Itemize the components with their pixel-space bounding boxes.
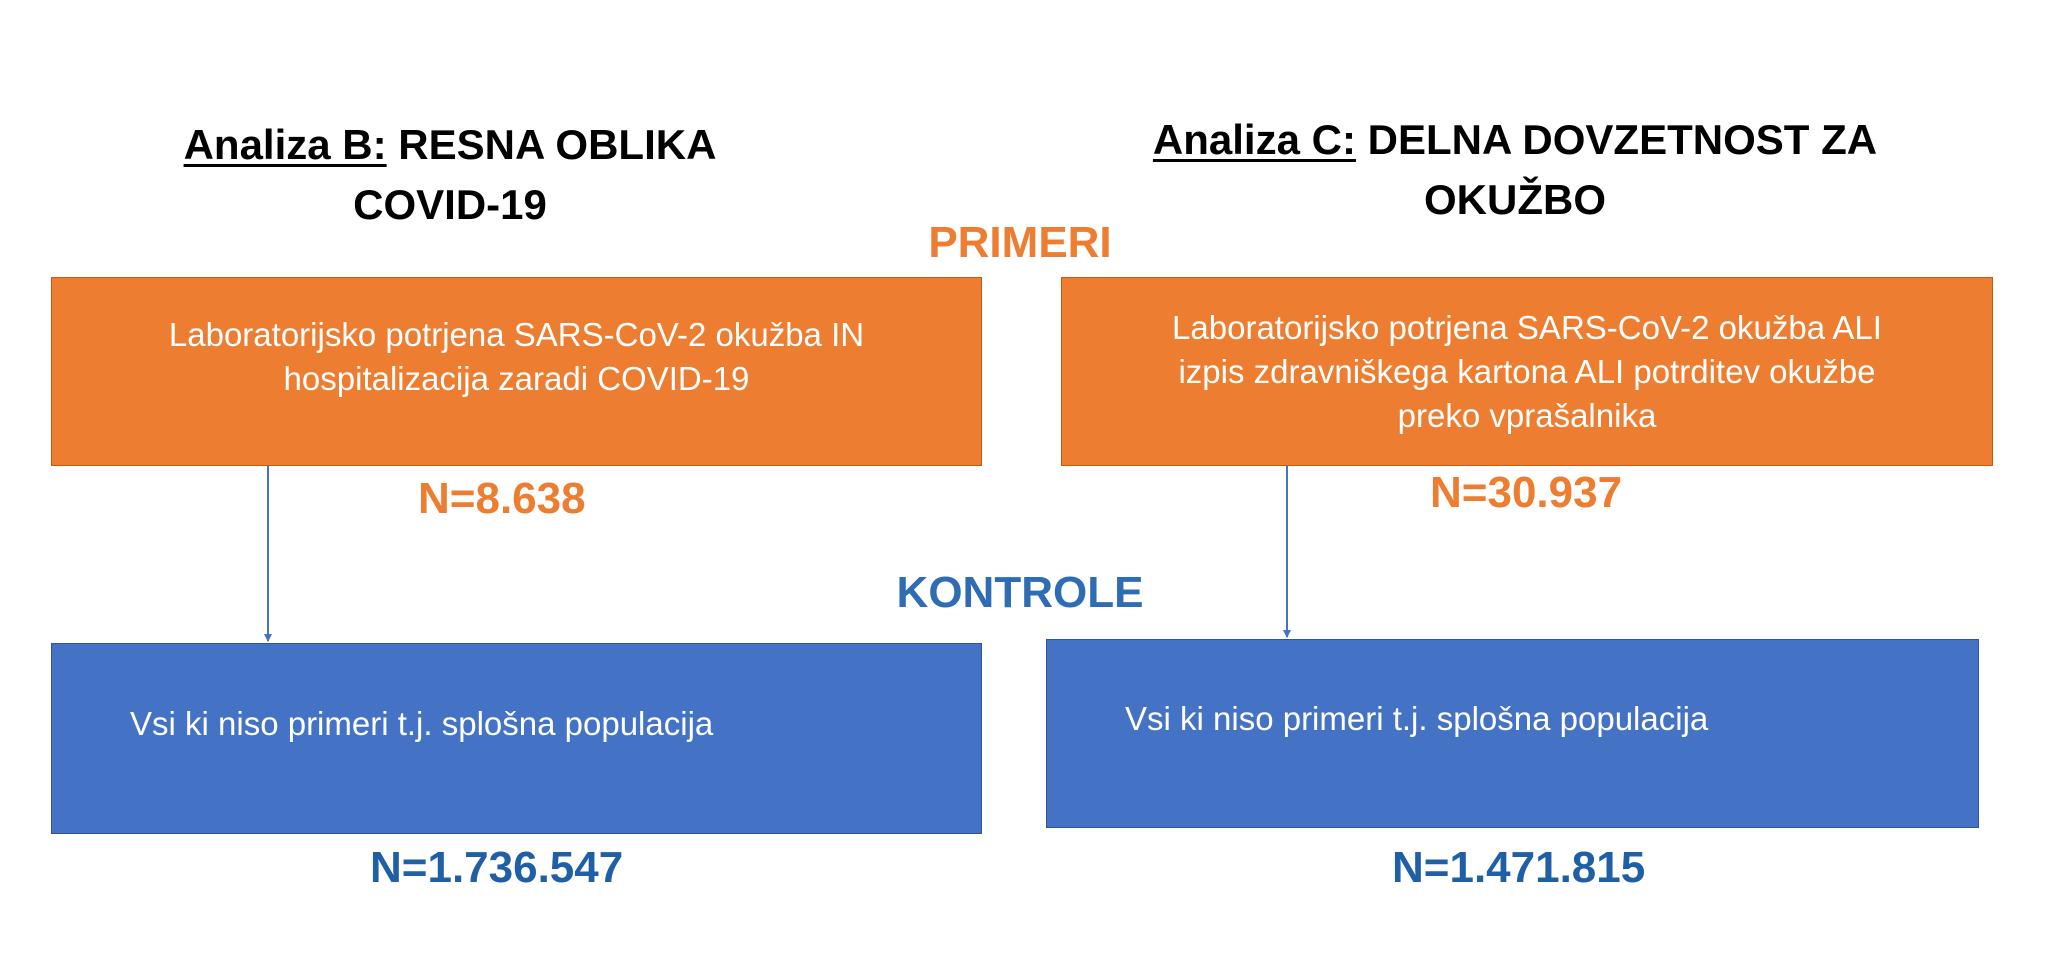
analysis-c-label: Analiza C:	[1152, 116, 1356, 163]
analysis-b-heading-line1	[110, 115, 790, 175]
analysis-c-title-line2: OKUŽBO	[1424, 176, 1606, 223]
analysis-c-case-count: N=30.937	[1430, 468, 1623, 517]
analysis-c-case-line3: preko vprašalnika	[1397, 396, 1657, 434]
analysis-c-case-line2: izpis zdravniškega kartona ALI potrditev okužbe	[1178, 352, 1876, 390]
analysis-b-control-count: N=1.736.547	[370, 843, 624, 892]
analysis-b-case-line1: Laboratorijsko potrjena SARS-CoV-2 okužba IN	[168, 315, 865, 353]
analysis-b-case-count: N=8.638	[418, 474, 586, 523]
analysis-b-control-box	[51, 643, 982, 834]
analysis-c-heading-line1	[1040, 110, 1990, 170]
analysis-c-heading	[1040, 110, 1990, 230]
analysis-b-control-box-text: Vsi ki niso primeri t.j. splošna populacija	[130, 704, 714, 742]
analysis-c-control-box	[1046, 639, 1979, 828]
analysis-b-label: Analiza B:	[183, 121, 387, 168]
analysis-b-title-line1: RESNA OBLIKA	[398, 121, 717, 168]
analysis-c-case-box	[1061, 277, 1993, 466]
cases-section-label: PRIMERI	[928, 218, 1112, 267]
analysis-c-case-box-text	[1172, 306, 1882, 438]
analysis-c-title-line1: DELNA DOVZETNOST ZA	[1367, 116, 1878, 163]
analysis-b-case-box-text	[169, 313, 864, 401]
analysis-b-heading	[110, 115, 790, 235]
analysis-b-title-line2: COVID-19	[353, 181, 547, 228]
analysis-b-case-box	[51, 277, 982, 466]
controls-section-label: KONTROLE	[896, 568, 1144, 617]
analysis-c-control-box-text: Vsi ki niso primeri t.j. splošna populacija	[1125, 699, 1709, 737]
analysis-b-case-line2: hospitalizacija zaradi COVID-19	[283, 359, 750, 397]
analysis-c-case-line1: Laboratorijsko potrjena SARS-CoV-2 okužba ALI	[1172, 308, 1882, 346]
analysis-c-control-count: N=1.471.815	[1392, 843, 1646, 892]
